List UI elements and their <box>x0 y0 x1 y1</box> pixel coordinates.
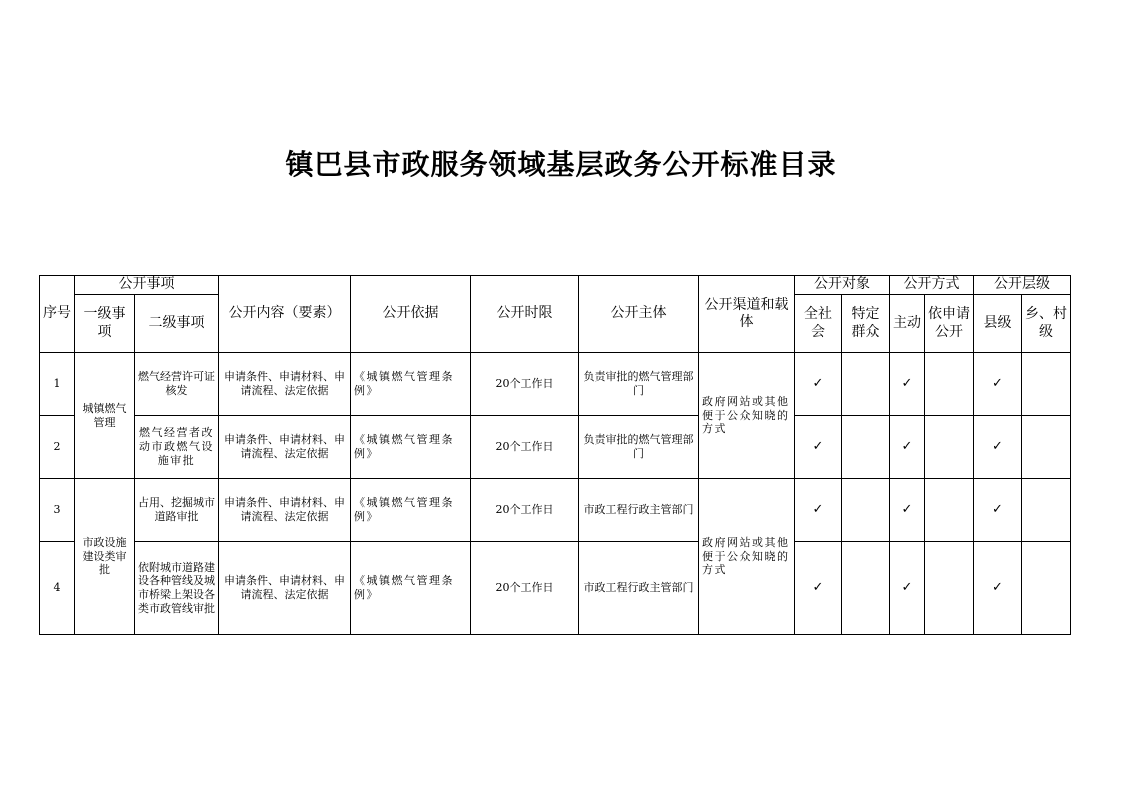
channel-cell: 政府网站或其他便于公众知晓的方式 <box>699 479 795 635</box>
empty-cell <box>842 353 890 416</box>
level2-cell: 依附城市道路建设各种管线及城市桥梁上架设各类市政管线审批 <box>135 542 219 635</box>
empty-cell <box>925 479 974 542</box>
seq-cell: 2 <box>40 416 75 479</box>
subject-cell: 市政工程行政主管部门 <box>579 542 699 635</box>
header-level-group: 公开层级 <box>974 276 1071 295</box>
header-seq: 序号 <box>40 276 75 353</box>
empty-cell <box>1022 416 1071 479</box>
header-method-request: 依申请公开 <box>925 295 974 353</box>
check-mark-icon: ✓ <box>795 479 842 542</box>
subject-cell: 负责审批的燃气管理部门 <box>579 353 699 416</box>
check-mark-icon: ✓ <box>974 479 1022 542</box>
header-method-active: 主动 <box>890 295 925 353</box>
level2-cell: 占用、挖掘城市道路审批 <box>135 479 219 542</box>
check-mark-icon: ✓ <box>795 416 842 479</box>
check-mark-icon: ✓ <box>974 416 1022 479</box>
header-channel: 公开渠道和载体 <box>699 276 795 353</box>
level1-cell: 市政设施建设类审批 <box>75 479 135 635</box>
channel-cell: 政府网站或其他便于公众知晓的方式 <box>699 353 795 479</box>
time-limit-cell: 20个工作日 <box>471 542 579 635</box>
empty-cell <box>842 479 890 542</box>
table-row <box>40 353 1071 416</box>
table-row <box>40 542 1071 635</box>
subject-cell: 负责审批的燃气管理部门 <box>579 416 699 479</box>
level2-cell: 燃气经营者改动市政燃气设施审批 <box>135 416 219 479</box>
basis-cell: 《城镇燃气管理条例》 <box>351 542 471 635</box>
check-mark-icon: ✓ <box>890 416 925 479</box>
basis-cell: 《城镇燃气管理条例》 <box>351 353 471 416</box>
header-level-county: 县级 <box>974 295 1022 353</box>
header-level2: 二级事项 <box>135 295 219 353</box>
header-content: 公开内容（要素） <box>219 276 351 353</box>
seq-cell: 4 <box>40 542 75 635</box>
check-mark-icon: ✓ <box>890 353 925 416</box>
disclosure-table <box>39 275 1071 635</box>
content-cell: 申请条件、申请材料、申请流程、法定依据 <box>219 542 351 635</box>
level2-cell: 燃气经营许可证核发 <box>135 353 219 416</box>
header-subject: 公开主体 <box>579 276 699 353</box>
header-target-specific: 特定群众 <box>842 295 890 353</box>
empty-cell <box>925 353 974 416</box>
time-limit-cell: 20个工作日 <box>471 416 579 479</box>
header-level1: 一级事项 <box>75 295 135 353</box>
seq-cell: 3 <box>40 479 75 542</box>
seq-cell: 1 <box>40 353 75 416</box>
basis-cell: 《城镇燃气管理条例》 <box>351 479 471 542</box>
header-time-limit: 公开时限 <box>471 276 579 353</box>
header-basis: 公开依据 <box>351 276 471 353</box>
check-mark-icon: ✓ <box>974 353 1022 416</box>
empty-cell <box>842 542 890 635</box>
check-mark-icon: ✓ <box>795 353 842 416</box>
basis-cell: 《城镇燃气管理条例》 <box>351 416 471 479</box>
check-mark-icon: ✓ <box>890 542 925 635</box>
header-row-1 <box>40 276 1071 295</box>
header-method-group: 公开方式 <box>890 276 974 295</box>
subject-cell: 市政工程行政主管部门 <box>579 479 699 542</box>
header-target-all: 全社会 <box>795 295 842 353</box>
content-cell: 申请条件、申请材料、申请流程、法定依据 <box>219 416 351 479</box>
empty-cell <box>925 542 974 635</box>
empty-cell <box>1022 353 1071 416</box>
check-mark-icon: ✓ <box>890 479 925 542</box>
content-cell: 申请条件、申请材料、申请流程、法定依据 <box>219 479 351 542</box>
table-row <box>40 416 1071 479</box>
time-limit-cell: 20个工作日 <box>471 479 579 542</box>
empty-cell <box>1022 542 1071 635</box>
header-target-group: 公开对象 <box>795 276 890 295</box>
content-cell: 申请条件、申请材料、申请流程、法定依据 <box>219 353 351 416</box>
header-level-town: 乡、村级 <box>1022 295 1071 353</box>
time-limit-cell: 20个工作日 <box>471 353 579 416</box>
page-title: 镇巴县市政服务领域基层政务公开标准目录 <box>285 148 837 181</box>
check-mark-icon: ✓ <box>795 542 842 635</box>
empty-cell <box>1022 479 1071 542</box>
empty-cell <box>925 416 974 479</box>
table-row <box>40 479 1071 542</box>
empty-cell <box>842 416 890 479</box>
level1-cell: 城镇燃气管理 <box>75 353 135 479</box>
header-items-group: 公开事项 <box>75 276 219 295</box>
check-mark-icon: ✓ <box>974 542 1022 635</box>
